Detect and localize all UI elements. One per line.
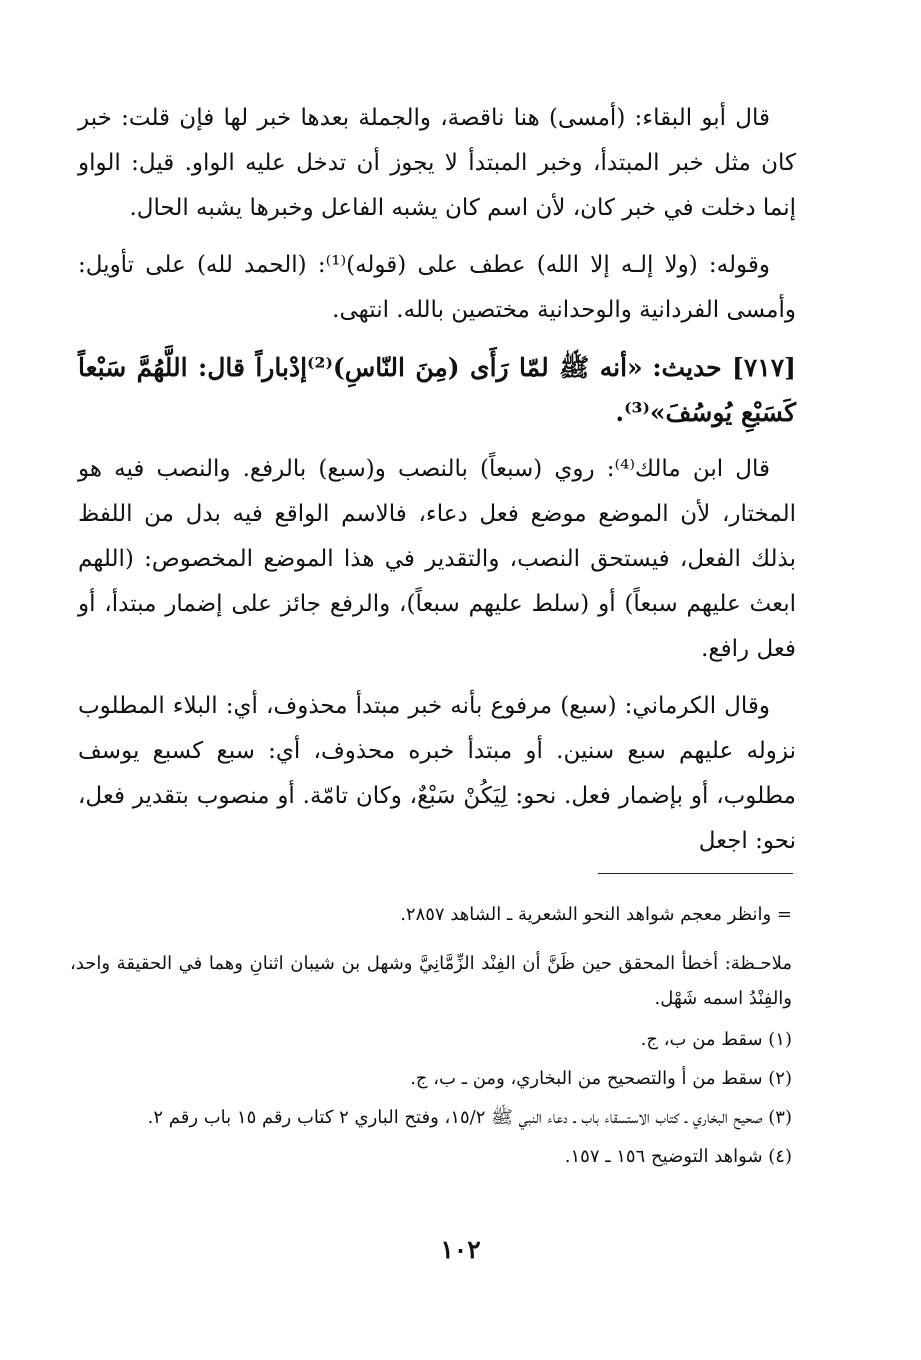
paragraph-abu-al-baqa [78,96,796,231]
footnote-2: (٢) سقط من أ والتصحيح من البخاري، ومن ـ ب، ج. [410,1068,792,1089]
paragraph-abu-al-baqa-text: قال أبو البقاء: (أمسى) هنا ناقصة، والجملة بعدها خبر لها فإن قلت: خبر كان مثل خبر المبتدأ، وخبر المبتدأ لا يجوز أن تدخل عليه الواو. قيل: الواو إنما دخلت في خبر كان، لأن اسم كان يشبه الفاعل وخبرها يشبه الحال. [78,105,796,221]
footnote-1: (١) سقط من ب، ج. [640,1029,792,1050]
footnote-separator [598,873,793,874]
footnotes [70,897,792,1178]
paragraph-qawluhu-text: وقوله: (ولا إلـه إلا الله) عطف على (قوله)⁽¹⁾: (الحمد لله) على تأويل: وأمسى الفردانية والوحدانية مختصين بالله. انتهى. [78,252,796,323]
paragraph-kirmani-text: وقال الكرماني: (سبع) مرفوع بأنه خبر مبتدأ محذوف، أي: البلاء المطلوب نزوله عليهم سبع سنين. أو مبتدأ خبره محذوف، أي: سبع كسبع يوسف مطلوب، أو بإضمار فعل. نحو: لِيَكُنْ سَبْعٌ، وكان تامّة. أو منصوب بتقدير فعل، نحو: اجعل [78,693,796,854]
footnote-continuation: = وانظر معجم شواهد النحو الشعرية ـ الشاهد ٢٨٥٧. [400,904,792,925]
footnote-4: (٤) شواهد التوضيح ١٥٦ ـ ١٥٧. [564,1146,792,1167]
page-number: ١٠٢ [440,1235,481,1264]
paragraph-ibn-malik-text: قال ابن مالك⁽⁴⁾: روي (سبعاً) بالنصب و(سبع) بالرفع. والنصب فيه هو المختار، لأن الموضع موضع فعل دعاء، فالاسم الواقع فيه بدل من اللفظ بذلك الفعل، فيستحق النصب، والتقدير في هذا الموضع المخصوص: (اللهم ابعث عليهم سبعاً) أو (سلط عليهم سبعاً)، والرفع جائز على إضمار مبتدأ، أو فعل رافع. [78,456,796,662]
paragraph-kirmani [78,684,796,864]
paragraph-ibn-malik [78,447,796,672]
paragraph-qawluhu [78,243,796,333]
main-text [78,96,796,876]
hadith-text: «أنه ﷺ لمّا رَأَى (مِنَ النّاسِ)⁽²⁾إدْباراً قال: اللَّهُمَّ سَبْعاً كَسَبْعِ يُوسُفَ»⁽³⁾. [78,353,796,427]
footnote-3: (٣) صحيح البخاري ـ كتاب الاستسقاء باب ـ دعاء النبي ﷺ ١٥/٢، وفتح الباري ٢ كتاب رقم ١٥ باب رقم ٢. [147,1107,792,1128]
hadith-entry [78,345,796,435]
footnote-remark: ملاحـظة: أخطأ المحقق حين ظَنَّ أن الفِنْد الزِّمَّانِيَّ وشهل بن شيبان اثنانِ وهما في الحقيقة واحد، والفِنْدُ اسمه شَهْل. [70,953,792,1009]
hadith-number-label: [٧١٧] حديث: [652,353,796,382]
